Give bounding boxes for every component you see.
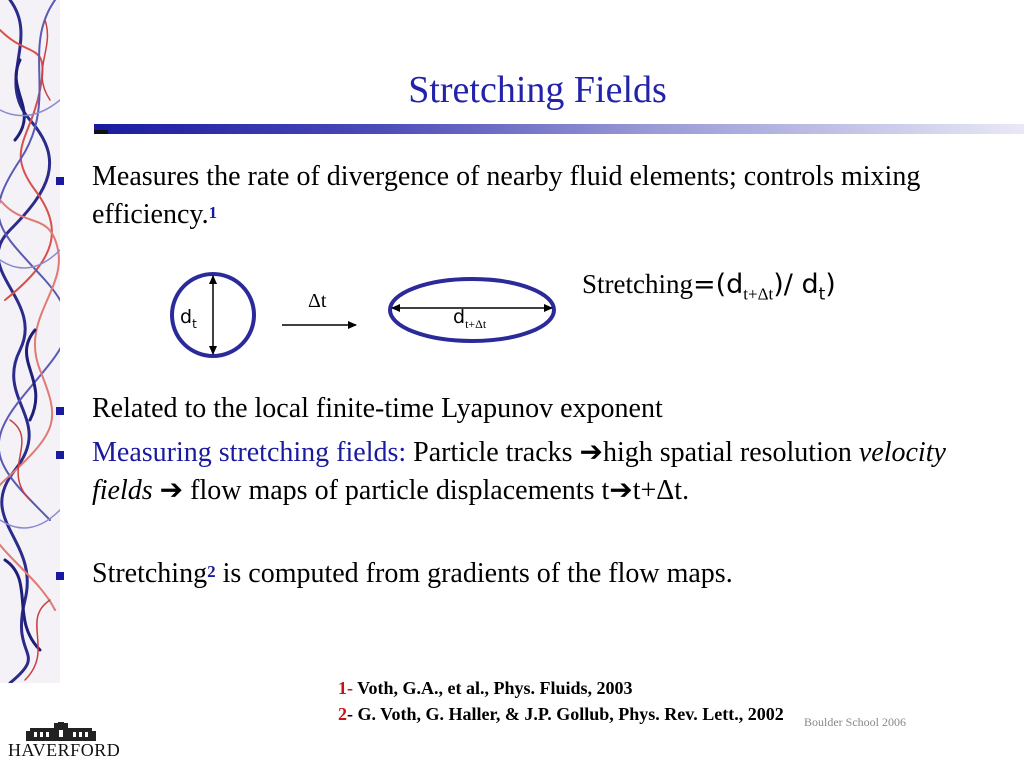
reference-1: 1- Voth, G.A., et al., Phys. Fluids, 2003 xyxy=(338,678,633,698)
bullet-1-text: Measures the rate of divergence of nearby fluid elements; controls mixing efficiency. xyxy=(92,161,921,230)
reference-2: 2- G. Voth, G. Haller, & J.P. Gollub, Phys. Rev. Lett., 2002 xyxy=(338,704,784,724)
citation-1: 1 xyxy=(208,203,218,222)
bullet-3: Measuring stretching fields: Particle tracks ➔high spatial resolution velocity fields ➔ flow maps of particle displacements t➔t+Δt. xyxy=(92,437,946,506)
diagram-graphic xyxy=(160,260,580,370)
arrow-glyph: ➔ xyxy=(579,437,603,468)
bullet-2: Related to the local finite-time Lyapunov exponent xyxy=(92,393,663,424)
title-underline xyxy=(94,124,1024,134)
bullet-marker xyxy=(56,572,64,580)
bullet-1 xyxy=(92,158,1012,234)
bullet-marker xyxy=(56,177,64,185)
logo-wordmark: HAVERFORD xyxy=(8,740,121,760)
ellipse-label: $d_{t+\Delta t}$ xyxy=(453,306,487,331)
arrow-glyph: ➔ xyxy=(159,475,184,506)
citation-2: 2 xyxy=(207,562,216,581)
arrow-glyph: ➔ xyxy=(609,475,633,506)
title-underline-accent xyxy=(94,130,108,134)
circle-label: $d_t$ xyxy=(180,306,197,331)
bullet-4: Stretching$^2$ is computed from gradients of the flow maps. xyxy=(92,558,733,589)
time-step-label: Δt xyxy=(308,290,327,312)
references xyxy=(338,675,784,727)
bullet-marker xyxy=(56,407,64,415)
building-icon xyxy=(8,722,114,742)
footer-note: Boulder School 2006 xyxy=(804,715,906,729)
slide-title: Stretching Fields xyxy=(408,69,667,111)
bullet-marker xyxy=(56,451,64,459)
haverford-logo xyxy=(8,722,121,764)
stretching-formula: $Stretching=(d_{t+\Delta t})/$ $d_t$) xyxy=(582,269,836,305)
bullet-3-highlight: Measuring stretching fields: xyxy=(92,437,407,468)
